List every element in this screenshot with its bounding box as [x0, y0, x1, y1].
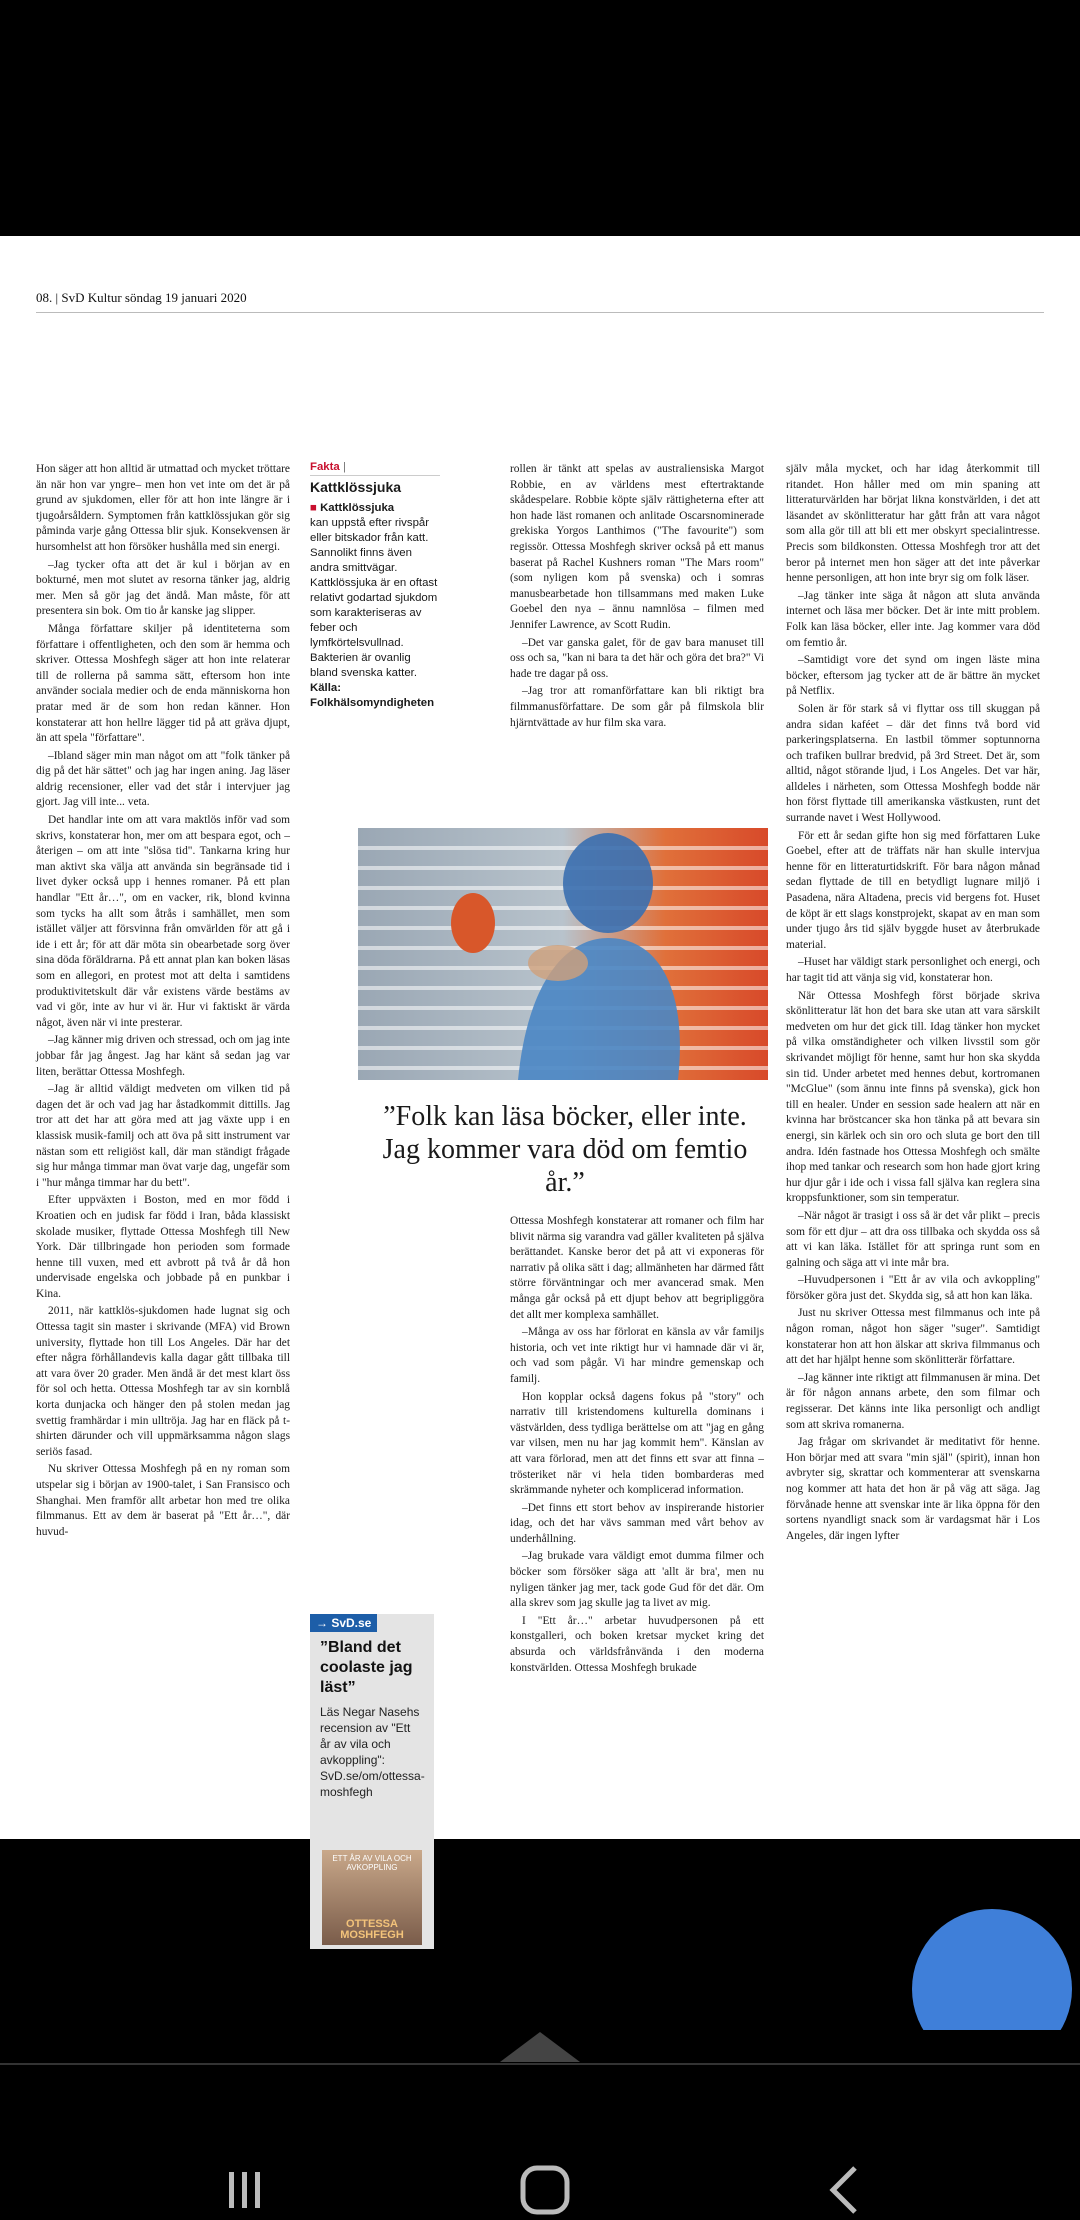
article-paragraph: –Jag tänker inte säga åt någon att sluta använda internet och läsa mer böcker. Det är inte mitt problem. Folk kan läsa böcker, eller inte. Jag kommer vara död om femtio år.	[786, 589, 1040, 649]
article-paragraph: Många författare skiljer på identiteterna som författare i offentligheten, och den som är hemma och skriver. Ottessa Moshfegh säger att hon inte relaterar till de rollerna på samma sätt, eftersom hon inte använder sociala medier och de enda människorna hon pratar med är de som hon redan känner. Hon konstaterar att hon hellre lägger tid på att gräva djupt, än att spela "författare".	[36, 622, 290, 745]
book-cover-author: OTTESSA MOSHFEGH	[340, 1918, 404, 1941]
home-icon	[515, 2160, 575, 2220]
pull-quote: ”Folk kan läsa böcker, eller inte. Jag kommer vara död om femtio år.”	[382, 1101, 748, 1198]
article-paragraph: I "Ett år…" arbetar huvudpersonen på ett konstgalleri, och boken kretsar mycket kring det absurda och världsfrånvända i den moderna konstvärlden. Ottessa Moshfegh brukade	[510, 1614, 764, 1674]
article-photo	[358, 828, 768, 1080]
home-button[interactable]	[510, 2160, 580, 2220]
newspaper-page	[0, 236, 1080, 1941]
article-paragraph: –Samtidigt vore det synd om ingen läste mina böcker, eftersom jag tycker att de är bättre än mycket på Netflix.	[786, 654, 1040, 698]
facts-title: Kattklössjuka	[310, 475, 440, 495]
promo-text: Läs Negar Nasehs recension av "Ett år av vila och avkoppling": SvD.se/om/ottessa-moshfegh	[320, 1705, 425, 1799]
book-cover	[322, 1850, 422, 1945]
article-paragraph: –Huset har väldigt stark personlighet och energi, och har tagit tid att vänja sig vid, konstaterar hon.	[786, 956, 1040, 984]
article-paragraph: Hon säger att hon alltid är utmattad och mycket tröttare än när hon var yngre– men hon vet inte om det är på grund av sjukdomen, eller för att hon inte längre är i tjugoårsåldern. Symptomen från kattklössjukan gör sig påminda varje gång Ottessa blir sjuk. Konsekvensen är hursomhelst att hon försöker hushålla med sin energi.	[36, 463, 290, 553]
article-paragraph: När Ottessa Moshfegh först började skriva skönlitteratur lät hon det bara ske utan att vara särskilt medveten om hur det gick till. Idag tänker hon mycket på vilka omständigheter och vilken livsstil som gör skrivandet möjligt för henne, samt hur hon ska skydda sin tid. Under arbetet med hennes debut, kortromanen "McGlue" (som ännu inte finns på svenska), gick hon till en healer. Under en session sade healern att när en kvinna har bröstcancer ska hon tänka på att bevara sin energi, sin kärlek och sin oro och sluta ge bort den till andra. Idén fastnade hos Ottessa Moshfegh och smälte ihop med tankar och research som hon hade gjort kring hur djur går i ide och i vissa fall själva kan reglera sina kroppsfunktioner, som sin temperatur.	[786, 989, 1040, 1205]
article-paragraph: Det handlar inte om att vara maktlös inför vad som skrivs, konstaterar hon, mer om att bespara egot, och – återigen – om att inte "slösa tid". Tankarna kring hur man aktivt ska välja att använda sin begränsade tid i livet dyker också upp i hennes romaner. På ett plan handlar "Ett år…", om en vacker, rik, blond kvinna som tycks ha allt som åtrås i samhället, men som istället väljer att försvinna från omvärlden för att gå i ide i ett år; för att där möta sin obearbetade sorg över sina döda föräldrarna. På ett annat plan kan boken läsas som en allegori, en protest mot att delta i samtidens produktivitetskult där vår existens värde bestäms av vad vi gör, inte av hur vi är. Hur vi faktiskt är värda något, även när vi inte presterar.	[36, 814, 290, 1029]
article-paragraph: Jag frågar om skrivandet är meditativt för henne. Hon börjar med att svara "min själ" (spirit), innan hon avbryter sig, skrattar och kommenterar att svenskarna nog kommer att hata det hon är på väg att säga. Jag förvånade henne att svenskar inte är lika öppna för den sortens nyandligt snack som är vardagsmat här i Los Angeles, där ingen lyfter	[786, 1436, 1040, 1542]
article-paragraph: –Jag brukade vara väldigt emot dumma filmer och böcker som försöker säga att 'allt är bra', men nu nyligen tänker jag mer, tack gode Gud för det där. Om alla skrev som jag skulle jag ta livet av mig.	[510, 1550, 764, 1610]
article-column-3-top	[510, 462, 764, 798]
recents-icon	[215, 2160, 275, 2220]
article-paragraph: –Många av oss har förlorat en känsla av vår familjs historia, och vet inte riktigt hur vi hamnade där vi är, och vad som pågår. Vi har mindre gemenskap och familj.	[510, 1326, 764, 1385]
article-paragraph: själv måla mycket, och har idag återkommit till ritandet. Hon håller med om min spaning att litteraturvärlden har börjat likna konstvärlden, i det att läsandet av skönlitteratur har gått från att vara något som alla gör till att bli ett mer obskyrt specialintresse. Precis som bildkonsten. Ottessa Moshfegh tror att det beror på internet men hon säger att det inte påverkar henne personligen, att hon inte bryr sig om folk läser.	[786, 463, 1040, 585]
expand-up-icon[interactable]	[500, 2032, 580, 2062]
article-paragraph: 2011, när kattklös-sjukdomen hade lugnat sig och Ottessa tagit sin master i skrivande (MFA) vid Brown university, flyttade hon till Los Angeles. Där har det efter några förhållandevis kalla dagar gått tillbaka till att vara över 20 grader. Men ändå är det mest klart öss för sol och hetta. Ottessa Moshfegh tar av sin kornblå korta dunjacka och hänger den på stolen medan jag svettig framhärdar i min ulltröja. Jag har en fläck på t-shirten därunder och vill uppmärksamma någon slags seriös fasad.	[36, 1305, 290, 1458]
article-paragraph: –Ibland säger min man något om att "folk tänker på dig på det här sättet" och jag har ingen aning. Jag läser aldrig recensioner, eller vad det står i intervjuer jag gjort. Jag vill inte... veta.	[36, 749, 290, 809]
nav-divider	[0, 2063, 1080, 2065]
svd-promo-box[interactable]	[310, 1614, 434, 1949]
article-paragraph: Ottessa Moshfegh konstaterar att romaner och film har blivit närma sig varandra vad gäller kvaliteten på själva berättandet. Kanske beror det på att vi exponeras för narrativ på olika sätt i dag; allmänheten har därmed fått större förväntningar och mer avancerad smak. Men många går också på ett djupt behov att begripliggöra det allt mer komplexa samhället.	[510, 1215, 764, 1321]
page-header: 08. | SvD Kultur söndag 19 januari 2020	[36, 290, 247, 305]
article-paragraph: –Jag känner inte riktigt att filmmanusen är mina. Det är för någon annans arbete, den som filmar och regisserar. Det känns inte lika personligt och andligt som att skriva romanerna.	[786, 1371, 1040, 1431]
article-column-1	[36, 462, 290, 1842]
facts-tag: Fakta	[310, 461, 340, 473]
article-paragraph: rollen är tänkt att spelas av australiensiska Margot Robbie, en av världens mest eftertraktande skådespelare. Robbie köpte själv rättigheterna efter att hon hade läst romanen och anlitade Oscarsnominerade grekiska Yorgos Lanthimos ("The favourite") som regissör. Ottessa Moshfegh skriver också på ett manus baserat på Rachel Kushners roman "The Mars room" (som nyligen kom på svenska) och i somras manusbearbetade hon tillsammans med maken Luke Goebel den nya – ännu namnlösa – filmen med Jennifer Lawrence, av Scott Rudin.	[510, 463, 764, 631]
svd-badge: → SvD.se	[310, 1614, 377, 1632]
article-paragraph: –Det finns ett stort behov av inspirerande historier idag, och det har vävs samman med vårt behov av underhållning.	[510, 1501, 764, 1545]
book-cover-title: ETT ÅR AV VILA OCH AVKOPPLING	[332, 1854, 412, 1872]
article-paragraph: –Jag är alltid väldigt medveten om vilken tid på dagen det är och vad jag har åstadkommit dittills. Jag tror att det har att göra med att jag växte upp i en klassisk musik-familj och att öva på sitt instrument var nästan som ett religiöst kall, där man ständigt frågade sig hur många timmar man övat varje dag, ungefär som i "hur många timmar har du bett".	[36, 1083, 290, 1189]
article-paragraph: Solen är för stark så vi flyttar oss till skuggan på andra sidan kaféet – där det finns två bord vid parkeringsplatserna. En lastbil tömmer soptunnorna och trafiken bullrar bredvid, på 3rd Street. Det är, som alltid, något störande ljud, i Los Angeles. Det var här, alldeles i närheten, som Ottessa Moshfegh bodde när hon först flyttade till amerikanska västkusten, runt det surrande navet i West Hollywood.	[786, 702, 1040, 825]
back-button[interactable]	[810, 2160, 880, 2220]
article-paragraph: –Jag känner mig driven och stressad, och om jag inte jobbar får jag ångest. Jag har känt så sedan jag var liten, berättar Ottessa Moshfegh.	[36, 1034, 290, 1078]
article-paragraph: –Det var ganska galet, för de gav bara manuset till oss och sa, "kan ni bara ta det här och göra det bra?" Vi hade tre dagar på oss.	[510, 636, 764, 680]
facts-lead: Kattklössjuka	[320, 502, 395, 514]
facts-box: Fakta | Kattklössjuka ■ Kattklössjuka kan uppstå efter rivspår eller bitskador från katt. Sannolikt finns även andra smittvägar. Kattklössjuka är en oftast relativt godartad sjukdom som karakteriseras av feber och lymfkörtelsvullnad. Bakterien är ovanlig bland svenska katter. Källa: Folkhälsomyndigheten	[310, 460, 440, 711]
article-paragraph: –Jag tror att romanförfattare kan bli riktigt bra filmmanusförfattare. De som går på filmskola blir hjärntvättade av hur film ska vara.	[510, 685, 764, 729]
header-rule	[36, 312, 1044, 313]
back-icon	[815, 2160, 875, 2220]
recents-button[interactable]	[210, 2160, 280, 2220]
article-paragraph: –Jag tycker ofta att det är kul i början av en bokturné, men mot slutet av resorna tänker jag, aldrig mer. Men så gör jag det ändå. Man måste, för att presentera sin bok. Om tio år kanske jag slipper.	[36, 558, 290, 618]
facts-source: Källa: Folkhälsomyndigheten	[310, 682, 435, 709]
article-column-3-bottom	[510, 1214, 764, 1844]
article-column-4	[786, 462, 1040, 1842]
article-paragraph: –När något är trasigt i oss så är det vår plikt – precis som för ett djur – att dra oss tillbaka och skydda oss så att vi kan läka. Istället för att springa runt som en galning och säga att vi inte mår bra.	[786, 1209, 1040, 1269]
article-paragraph: För ett år sedan gifte hon sig med författaren Luke Goebel, efter att de träffats när han skulle intervjua henne för en litteraturtidskrift. För bara någon månad sedan flyttade de till en betydligt lugnare miljö i Pasadena, nära Altadena, precis vid bergens fot. Huset de köpt är ett slags konstprojekt, skapat av en man som under tjugo års tid själv byggde huset av återbrukade material.	[786, 829, 1040, 951]
article-paragraph: Just nu skriver Ottessa mest filmmanus och inte på någon roman, något hon säger "suger". Samtidigt konstaterar hon att hon älskar att skriva filmmanus och att det har hjälpt henne som skönlitterär författare.	[786, 1307, 1040, 1367]
article-paragraph: Efter uppväxten i Boston, med en mor född i Kroatien och en judisk far född i Iran, båda klassiskt skolade musiker, flyttade Ottessa Moshfegh till New York. Där tillbringade hon perioden som formade henne till vuxen, med ett avbrott på två år då hon undervisade engelska och jobbade på en punkbar i Kina.	[36, 1194, 290, 1300]
article-paragraph: Hon kopplar också dagens fokus på "story" och narrativ till kristendomens kulturella dominans i västvärlden, dess tydliga berättelse om att "jag en gång var vilsen, men nu har jag kommit hem". Känslan av att vara förlorad, men att det finns ett svar att finna – trösteriket när vi hela tiden bombarderas med skrämmande nyheter och komplicerad information.	[510, 1390, 764, 1497]
article-paragraph: –Huvudpersonen i "Ett år av vila och avkoppling" försöker göra just det. Skydda sig, så att hon kan läka.	[786, 1274, 1040, 1302]
facts-body: kan uppstå efter rivspår eller bitskador från katt. Sannolikt finns även andra smittvägar. Kattklössjuka är en oftast relativt godartad sjukdom som karakteriseras av feber och lymfkörtelsvullnad. Bakterien är ovanlig bland svenska katter.	[310, 517, 438, 679]
article-paragraph: Nu skriver Ottessa Moshfegh på en ny roman som utspelar sig i början av 1900-talet, i San Fransisco och Shanghai. Men framför allt arbetar hon med tre olika filmmanus. Ett av dem är baserat på "Ett år…", där huvud-	[36, 1463, 290, 1538]
promo-title: ”Bland det coolaste jag läst”	[320, 1639, 413, 1696]
